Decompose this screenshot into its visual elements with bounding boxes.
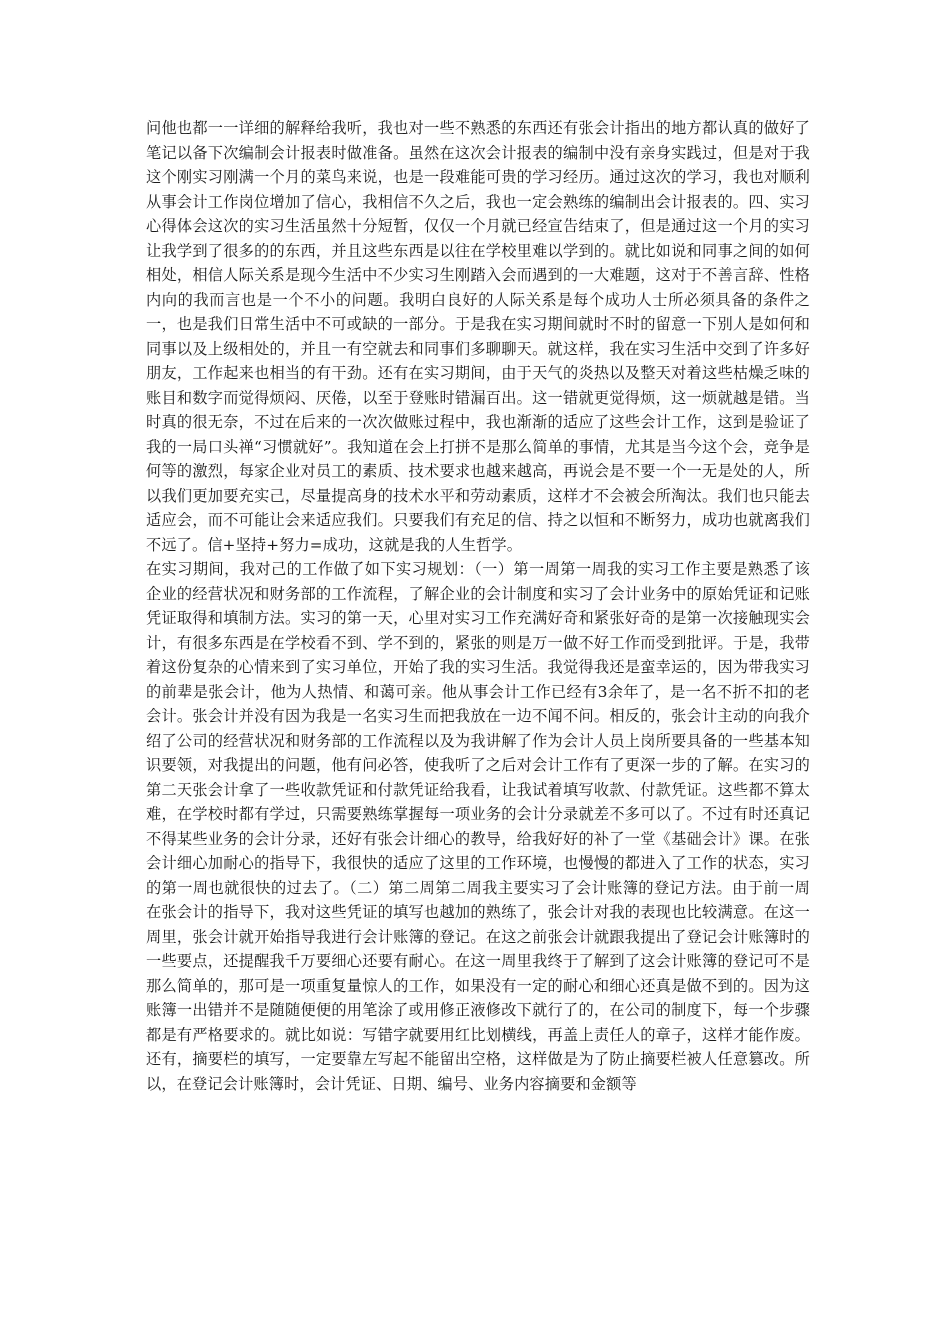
paragraph-internship-reflection: 问他也都一一详细的解释给我听，我也对一些不熟悉的东西还有张会计指出的地方都认真的做好了笔记以备下次编制会计报表时做准备。虽然在这次会计报表的编制中没有亲身实践过，但是对于我这个刚实习刚满一个月的菜鸟来说，也是一段难能可贵的学习经历。通过这次的学习，我也对顺利从事会计工作岗位增加了信心，我相信不久之后，我也一定会熟练的编制出会计报表的。四、实习心得体会这次的实习生活虽然十分短暂，仅仅一个月就已经宣告结束了，但是通过这一个月的实习让我学到了很多的的东西，并且这些东西是以往在学校里难以学到的。就比如说和同事之间的如何相处，相信人际关系是现今生活中不少实习生刚踏入会而遇到的一大难题，这对于不善言辞、性格内向的我而言也是一个不小的问题。我明白良好的人际关系是每个成功人士所必须具备的条件之一，也是我们日常生活中不可或缺的一部分。于是我在实习期间就时不时的留意一下别人是如何和同事以及上级相处的，并且一有空就去和同事们多聊聊天。就这样，我在实习生活中交到了许多好朋友，工作起来也相当的有干劲。还有在实习期间，由于天气的炎热以及整天对着这些枯燥乏味的账目和数字而觉得烦闷、厌倦，以至于登账时错漏百出。这一错就更觉得烦，这一烦就越是错。当时真的很无奈，不过在后来的一次次做账过程中，我也渐渐的适应了这些会计工作，这到是验证了我的一局口头禅“习惯就好”。我知道在会上打拼不是那么简单的事情，尤其是当今这个会，竞争是何等的激烈，每家企业对员工的素质、技术要求也越来越高，再说会是不要一个一无是处的人，所以我们更加要充实己，尽量提高身的技术水平和劳动素质，这样才不会被会所淘汰。我们也只能去适应会，而不可能让会来适应我们。只要我们有充足的信、持之以恒和不断努力，成功也就离我们不远了。信+坚持+努力=成功，这就是我的人生哲学。	[146, 119, 810, 554]
paragraph-internship-plan: 在实习期间，我对己的工作做了如下实习规划：（一）第一周第一周我的实习工作主要是熟悉了该企业的经营状况和财务部的工作流程，了解企业的会计制度和实习了会计业务中的原始凭证和记账凭证取得和填制方法。实习的第一天，心里对实习工作充满好奇和紧张好奇的是第一次接触现实会计，有很多东西是在学校看不到、学不到的，紧张的则是万一做不好工作而受到批评。于是，我带着这份复杂的心情来到了实习单位，开始了我的实习生活。我觉得我还是蛮幸运的，因为带我实习的前辈是张会计，他为人热情、和蔼可亲。他从事会计工作已经有3余年了，是一名不折不扣的老会计。张会计并没有因为我是一名实习生而把我放在一边不闻不问。相反的，张会计主动的向我介绍了公司的经营状况和财务部的工作流程以及为我讲解了作为会计人员上岗所要具备的一些基本知识要领，对我提出的问题，他有问必答，使我听了之后对会计工作有了更深一步的了解。在实习的第二天张会计拿了一些收款凭证和付款凭证给我看，让我试着填写收款、付款凭证。这些都不算太难，在学校时都有学过，只需要熟练掌握每一项业务的会计分录就差不多可以了。不过有时还真记不得某些业务的会计分录，还好有张会计细心的教导，给我好好的补了一堂《基础会计》课。在张会计细心加耐心的指导下，我很快的适应了这里的工作环境，也慢慢的都进入了工作的状态，实习的第一周也就很快的过去了。（二）第二周第二周我主要实习了会计账簿的登记方法。由于前一周在张会计的指导下，我对这些凭证的填写也越加的熟练了，张会计对我的表现也比较满意。在这一周里，张会计就开始指导我进行会计账簿的登记。在这之前张会计就跟我提出了登记会计账簿时的一些要点，还提醒我千万要细心还要有耐心。在这一周里我终于了解到了这会计账簿的登记可不是那么简单的，那可是一项重复量惊人的工作，如果没有一定的耐心和细心还真是做不到的。因为这账簿一出错并不是随随便便的用笔涂了或用修正液修改下就行了的，在公司的制度下，每一个步骤都是有严格要求的。就比如说：写错字就要用红比划横线，再盖上责任人的章子，这样才能作废。还有，摘要栏的填写，一定要靠左写起不能留出空格，这样做是为了防止摘要栏被人任意篡改。所以，在登记会计账簿时，会计凭证、日期、编号、业务内容摘要和金额等	[146, 560, 810, 1093]
document-page	[146, 116, 810, 1096]
